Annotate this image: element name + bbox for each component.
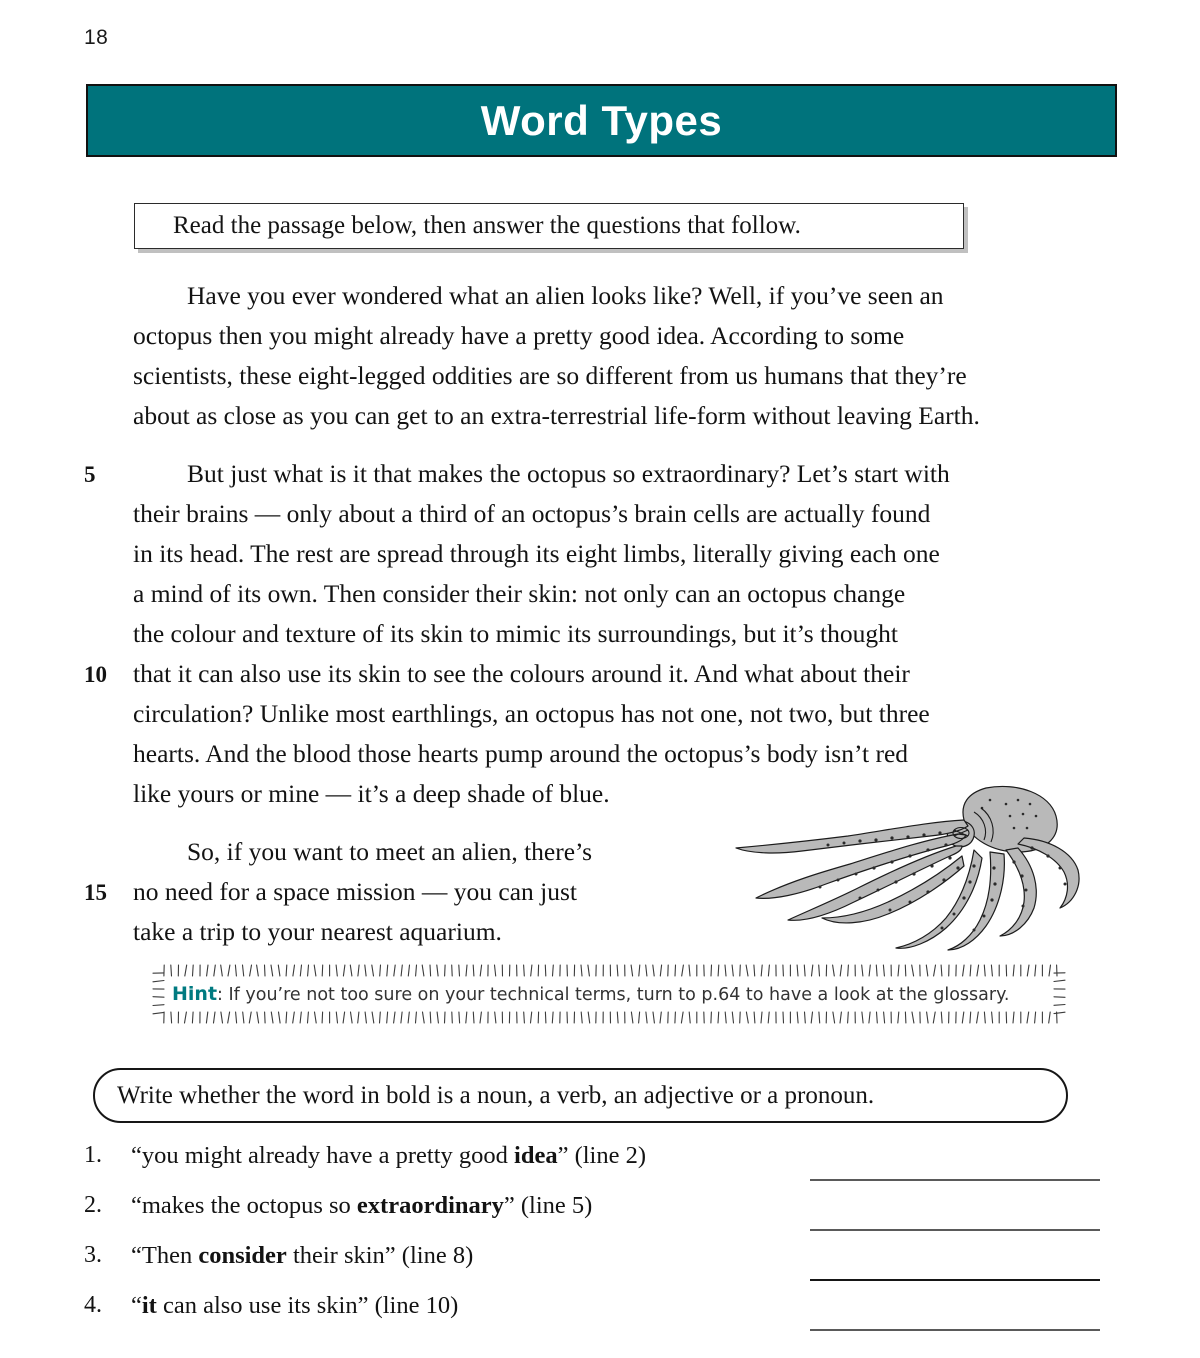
hint-label: Hint xyxy=(172,983,218,1005)
passage-line xyxy=(84,872,1119,912)
question-row xyxy=(84,1192,1119,1242)
passage-line-text: that it can also use its skin to see the colours around it. And what about their xyxy=(133,659,910,688)
passage-line xyxy=(84,694,1119,734)
passage-line xyxy=(84,454,1119,494)
passage-line-text: in its head. The rest are spread through its eight limbs, literally giving each one xyxy=(133,539,940,568)
page-title: Word Types xyxy=(480,96,723,144)
read-instruction-text: Read the passage below, then answer the questions that follow. xyxy=(173,212,801,239)
passage-paragraph xyxy=(84,454,1119,814)
passage-line xyxy=(84,774,1119,814)
hint-box xyxy=(150,963,1068,1025)
passage-line-text: about as close as you can get to an extra-terrestrial life-form without leaving Earth. xyxy=(133,401,980,430)
question-text-suffix: their skin” (line 8) xyxy=(286,1242,474,1269)
passage-line xyxy=(84,912,1119,952)
question-text-suffix: ” (line 2) xyxy=(557,1142,647,1169)
question-text xyxy=(131,1242,473,1270)
passage-line xyxy=(84,654,1119,694)
passage-line-text: octopus then you might already have a pretty good idea. According to some xyxy=(133,321,905,350)
passage-line xyxy=(84,494,1119,534)
passage-line-text: But just what is it that makes the octopus so extraordinary? Let’s start with xyxy=(187,459,950,488)
passage-line xyxy=(84,316,1119,356)
read-instruction-box xyxy=(134,203,964,249)
line-number: 5 xyxy=(84,462,96,487)
passage-line xyxy=(84,276,1119,316)
question-row xyxy=(84,1292,1119,1342)
passage-line-text: hearts. And the blood those hearts pump around the octopus’s body isn’t red xyxy=(133,739,909,768)
passage-line-text: their brains — only about a third of an octopus’s brain cells are actually found xyxy=(133,499,931,528)
question-number: 2. xyxy=(84,1192,102,1218)
line-number: 15 xyxy=(84,880,107,905)
answer-line[interactable] xyxy=(810,1329,1100,1331)
passage-line xyxy=(84,574,1119,614)
question-text-suffix: can also use its skin” (line 10) xyxy=(156,1292,459,1319)
question-text-prefix: “Then xyxy=(131,1242,199,1269)
question-text xyxy=(131,1192,592,1220)
passage-line xyxy=(84,734,1119,774)
passage-line-text: the colour and texture of its skin to mimic its surroundings, but it’s thought xyxy=(133,619,898,648)
passage-line-text: like yours or mine — it’s a deep shade of blue. xyxy=(133,779,610,808)
passage-line xyxy=(84,356,1119,396)
hint-text xyxy=(172,983,1010,1005)
passage-line-text: So, if you want to meet an alien, there’s xyxy=(187,837,593,866)
task-instruction-text: Write whether the word in bold is a noun, a verb, an adjective or a pronoun. xyxy=(117,1081,875,1109)
question-list xyxy=(84,1142,1119,1342)
passage-line-text: a mind of its own. Then consider their skin: not only can an octopus change xyxy=(133,579,906,608)
answer-line[interactable] xyxy=(810,1279,1100,1281)
passage-line-text: scientists, these eight-legged oddities are so different from us humans that they’re xyxy=(133,361,967,390)
page-number: 18 xyxy=(84,26,109,49)
question-number: 1. xyxy=(84,1142,102,1168)
passage-line-text: take a trip to your nearest aquarium. xyxy=(133,917,502,946)
task-instruction-box xyxy=(93,1068,1068,1123)
answer-line[interactable] xyxy=(810,1179,1100,1181)
question-row xyxy=(84,1242,1119,1292)
question-number: 3. xyxy=(84,1242,102,1268)
passage-line xyxy=(84,832,1119,872)
question-number: 4. xyxy=(84,1292,102,1318)
reading-passage xyxy=(84,276,1119,952)
passage-line-text: no need for a space mission — you can just xyxy=(133,877,578,906)
hint-body: If you’re not too sure on your technical terms, turn to p.64 to have a look at the glossary. xyxy=(222,985,1010,1005)
question-bold-word: consider xyxy=(198,1242,287,1269)
passage-paragraph xyxy=(84,832,1119,952)
question-bold-word: it xyxy=(141,1292,157,1319)
passage-line xyxy=(84,614,1119,654)
question-bold-word: idea xyxy=(514,1142,558,1169)
answer-line[interactable] xyxy=(810,1229,1100,1231)
passage-paragraph xyxy=(84,276,1119,436)
question-text-prefix: “you might already have a pretty good xyxy=(131,1142,515,1169)
question-text xyxy=(131,1142,646,1170)
page-title-bar xyxy=(86,84,1117,157)
hint-separator: : xyxy=(217,985,223,1005)
question-text-prefix: “ xyxy=(131,1292,142,1319)
question-bold-word: extraordinary xyxy=(356,1192,504,1219)
question-text-prefix: “makes the octopus so xyxy=(131,1192,357,1219)
question-text xyxy=(131,1292,458,1320)
passage-line xyxy=(84,396,1119,436)
line-number: 10 xyxy=(84,662,107,687)
passage-line-text: Have you ever wondered what an alien looks like? Well, if you’ve seen an xyxy=(187,281,944,310)
question-text-suffix: ” (line 5) xyxy=(503,1192,593,1219)
passage-line-text: circulation? Unlike most earthlings, an octopus has not one, not two, but three xyxy=(133,699,930,728)
passage-line xyxy=(84,534,1119,574)
question-row xyxy=(84,1142,1119,1192)
